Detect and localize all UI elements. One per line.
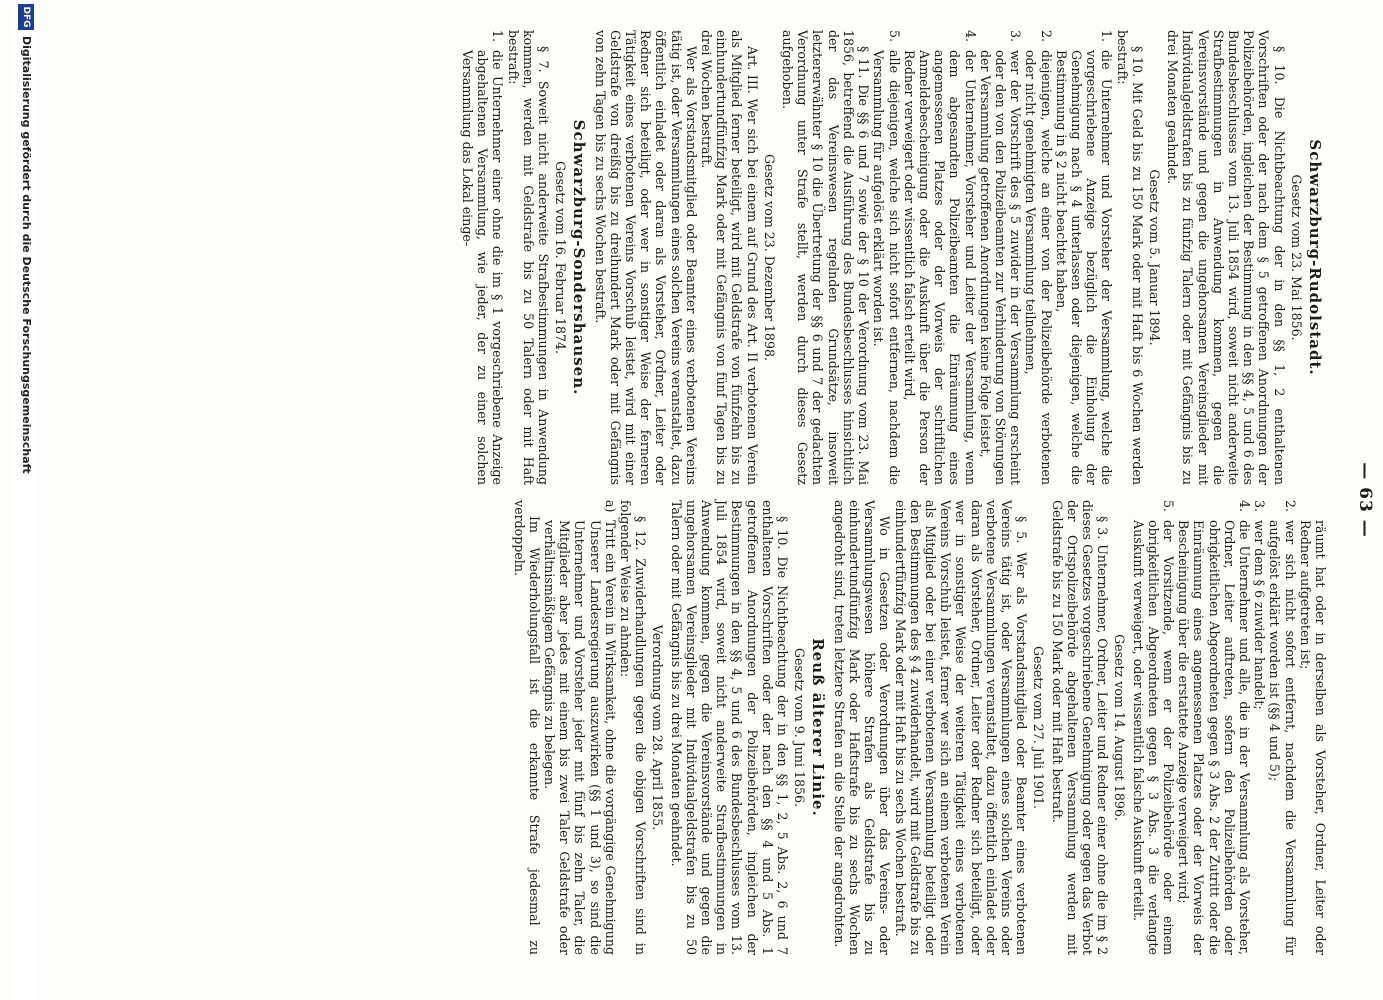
- paragraph: § 7. Soweit nicht anderweite Strafbestimmungen in Anwendung kommen, werden mit Geldstrafe bis zu 50 Talern oder mit Haft bestraft:: [505, 30, 552, 485]
- list-item: [1130, 500, 1176, 955]
- paragraph: Art. III. Wer sich bei einem auf Grund des Art. II verbotenen Verein als Mitglied ferner beteiligt, wird mit Geldstrafe von fünfzehn bis zu einhundertundfünfzig Mark oder mit Gefängnis von fünf Tagen bis zu drei Wochen bestraft.: [699, 30, 760, 485]
- item-text: alle diejenigen, welche sich nicht sofort entfernen, nachdem die Versammlung für aufgelöst erklärt worden ist.: [871, 50, 902, 485]
- item-text: die Unternehmer einer ohne die im § 1 vorgeschriebene Anzeige abgehaltenen Versammlung, wie jeder, der zu einer solchen Versammlung das Lokal einge-: [460, 50, 506, 485]
- law-heading: Gesetz vom 27. Juli 1901.: [1031, 645, 1047, 810]
- item-number: a): [602, 500, 618, 513]
- right-column: [511, 500, 1328, 955]
- item-text: der Unternehmer, Vorsteher und Leiter der Versammlung, wenn dem abgesandten Polizeibeamten die Einräumung eines angemessenen Platzes oder der Vorweis der schriftlichen Anmeldebescheinigung oder die Auskunft über die Person der Redner verweigert oder wissentlich falsch erteilt wird,: [901, 50, 978, 485]
- item-text: wer sich nicht sofort entfernt, nachdem die Versammlung für aufgelöst erklärt worden ist (§§ 4 und 5);: [1267, 520, 1298, 955]
- list-item: [902, 30, 978, 485]
- item-number: 3.: [1008, 30, 1024, 43]
- paragraph: § 10. Mit Geld bis zu 150 Mark oder mit Haft bis 6 Wochen werden bestraft:: [1114, 30, 1145, 485]
- list-item: [1176, 500, 1252, 955]
- item-text: diejenigen, welche an einer von der Polizeibehörde verbotenen oder nicht genehmigten Versammlung teilnehmen,: [1023, 50, 1054, 485]
- law-heading: Gesetz vom 9. Juni 1856.: [792, 647, 808, 808]
- item-text: wer der Vorschrift des § 5 zuwider in der Versammlung erscheint oder den von den Polizeibeamten zur Verhinderung von Störungen der Versammlung getroffenen Anordnungen keine Folge leistet,: [977, 50, 1024, 485]
- list-item: [1023, 30, 1053, 485]
- item-number: 4.: [1236, 500, 1252, 513]
- law-heading: Gesetz vom 5. Januar 1894.: [1146, 169, 1162, 346]
- law-heading: Gesetz vom 16. Februar 1874.: [553, 160, 569, 355]
- paragraph: § 10. Die Nichtbeachtung der in den §§ 1, 2, 5 Abs. 2, 6 und 7 enthaltenen Vorschriften oder der nach den §§ 4 und 5 Abs. 1 getroffenen Anordnungen der Polizeibehörden, ingleichen der Bestimmungen in den §§ 4, 5 und 6 des Bundesbeschlusses vom 13. Juli 1854 wird, soweit nicht anderweite Strafbestimmungen in Anwendung kommen, gegen die Vereinsvorstände und gegen die ungehorsamen Vereinsglieder mit Individualgeldstrafen bis zu 50 Talern oder mit Gefängnis bis zu drei Monaten geahndet.: [668, 500, 791, 955]
- item-number: 1.: [490, 30, 506, 43]
- paragraph: Wer als Vorstandsmitglied oder Beamter eines verbotenen Vereins tätig ist, oder Versammlungen eines solchen Vereins veranstaltet, dazu öffentlich einladet oder daran als Vorsteher, Ordner, Leiter oder Redner sich beteiligt, oder wer in sonstiger Weise der ferneren Tätigkeit eines verbotenen Vereins Vorschub leistet, wird mit einer Geldstrafe von dreißig bis zu dreihundert Mark oder mit Gefängnis von zehn Tagen bis zu sechs Wochen bestraft.: [592, 30, 699, 485]
- list-item: [871, 30, 901, 485]
- paragraph: § 10. Die Nichtbeachtung der in den §§ 1, 2 enthaltenen Vorschriften oder der nach dem § 5 getroffenen Anordnungen der Polizeibehörden, ingleichen der Bestimmung in den §§ 4, 5 und 6 des Bundesbeschlusses vom 13. Juli 1854 wird, soweit nicht anderweite Strafbestimmungen in Anwendung kommen, gegen die Vereinsvorstände und gegen die ungehorsamen Vereinsglieder mit Individualgeldstrafen bis zu fünfzig Talern oder mit Gefängnis bis zu drei Monaten geahndet.: [1165, 30, 1287, 485]
- item-text: die Unternehmer und Vorsteher der Versammlung, welche die vorgeschriebene Anzeige bezüglich die Einholung der Genehmigung nach § 4 unterlassen oder diejenigen, welche die Bestimmung in § 2 nicht beachtet haben,: [1053, 50, 1115, 485]
- paragraph: § 5. Wer als Vorstandsmitglied oder Beamter eines verbotenen Vereins tätig ist, oder Versammlungen eines solchen Vereins oder verbotene Versammlungen veranstaltet, dazu öffentlich einladet oder daran als Vorsteher, Ordner, Leiter oder Redner sich beteiligt, oder wer in sonstiger Weise der weiteren Tätigkeit eines verbotenen Vereins Vorschub leistet, ferner wer sich an einem verbotenen Verein als Mitglied oder bei einer verbotenen Versammlung beteiligt oder den Bestimmungen des § 4 zuwiderhandelt, wird mit Geldstrafe bis zu einhundertfünfzig Mark oder mit Haft bis zu sechs Wochen bestraft.: [892, 500, 1030, 955]
- item-number: 5.: [886, 30, 902, 43]
- paragraph: § 3. Unternehmer, Ordner, Leiter und Redner einer ohne die im § 2 dieses Gesetzes vorgeschriebene Genehmigung oder gegen das Verbot der Ortspolizeibehörde abgehaltenen Versammlung werden mit Geldstrafe bis zu 150 Mark oder mit Haft bestraft.: [1049, 500, 1111, 955]
- item-number: 5.: [1160, 500, 1176, 513]
- paragraph: § 11. Die §§ 6 und 7 sowie der § 10 der Verordnung vom 23. Mai 1856, betreffend die Ausführung des Bundesbeschlusses hinsichtlich der das Vereinswesen regelnden Grundsätze, insoweit letztererwähnter § 10 die Übertretung der §§ 6 und 7 der gedachten Verordnung unter Strafe stellt, werden durch dieses Gesetz aufgehoben.: [780, 30, 872, 485]
- paragraph: Wo in Gesetzen oder Verordnungen über das Vereins- oder Versammlungswesen höhere Strafen als Geldstrafe bis zu einhundertundfünfzig Mark oder Haftstrafe bis zu sechs Wochen angedroht sind, treten letztere Strafen an die Stelle der angedrohten.: [831, 500, 893, 955]
- item-number: 4.: [962, 30, 978, 43]
- paragraph: Im Wiederholungsfall ist die erkannte Strafe jedesmal zu verdoppeln.: [511, 500, 542, 955]
- item-text: die Unternehmer und alle, die in der Versammlung als Vorsteher, Ordner, Leiter auftreten, sofern den Polizeibehörden oder obrigkeitlichen Abgeordneten gegen § 3 Abs. 2 der Zutritt oder die Einräumung eines angemessenen Platzes oder der Vorweis der Bescheinigung über die erstattete Anzeige verweigert wird;: [1176, 520, 1252, 955]
- dfg-logo: DFG: [18, 4, 34, 30]
- item-text: wer dem § 6 zuwider handelt;: [1252, 520, 1268, 710]
- section-title: Schwarzburg-Sondershausen.: [570, 119, 589, 396]
- law-heading: Gesetz vom 23. Mai 1856.: [1288, 174, 1304, 341]
- list-item: [1054, 30, 1115, 485]
- item-text: der Vorsitzende, wenn er der Polizeibehörde oder einem obrigkeitlichen Abgeordneten gegen § 3 Abs. 3 die verlangte Auskunft verweigert, oder wissentlich falsche Auskunft erteilt.: [1130, 520, 1176, 955]
- page-number: — 63 —: [1355, 462, 1375, 538]
- law-heading: Gesetz vom 23. Dezember 1898.: [761, 154, 777, 361]
- list-item: [1252, 500, 1267, 955]
- law-heading: Verordnung vom 28. April 1855.: [650, 624, 666, 831]
- list-item: [460, 30, 506, 485]
- item-number: 1.: [1099, 30, 1115, 43]
- paragraph: § 12. Zuwiderhandlungen gegen die obigen Vorschriften sind in folgender Weise zu ahnden:: [618, 500, 649, 955]
- footer-text: Digitalisierung gefördert durch die Deutsche Forschungsgemeinschaft: [20, 36, 33, 474]
- item-text: Tritt ein Verein in Wirksamkeit, ohne die vorgängige Genehmigung Unserer Landesregierung auszuwirken (§§ 1 und 3), so sind die Unternehmer und Vorsteher jeder mit fünf bis zehn Taler, die Mitglieder aber jedes mit einem bis zwei Taler Geldstrafe oder verhältnismäßigem Gefängnis zu belegen.: [542, 520, 618, 955]
- paragraph: räumt hat oder in derselben als Vorsteher, Ordner, Leiter oder Redner aufgetreten ist;: [1297, 520, 1328, 955]
- section-title: Schwarzburg-Rudolstadt.: [1306, 139, 1324, 376]
- footer-banner: [13, 0, 37, 1000]
- list-item: [542, 500, 618, 955]
- section-title: Reuß älterer Linie.: [809, 638, 828, 817]
- list-item: [1267, 500, 1297, 955]
- item-number: 3.: [1252, 500, 1268, 513]
- list-item: [978, 30, 1024, 485]
- item-number: 2.: [1038, 30, 1054, 43]
- item-number: 2.: [1282, 500, 1298, 513]
- law-heading: Gesetz vom 14. August 1896.: [1112, 634, 1128, 821]
- left-column: [460, 30, 1328, 485]
